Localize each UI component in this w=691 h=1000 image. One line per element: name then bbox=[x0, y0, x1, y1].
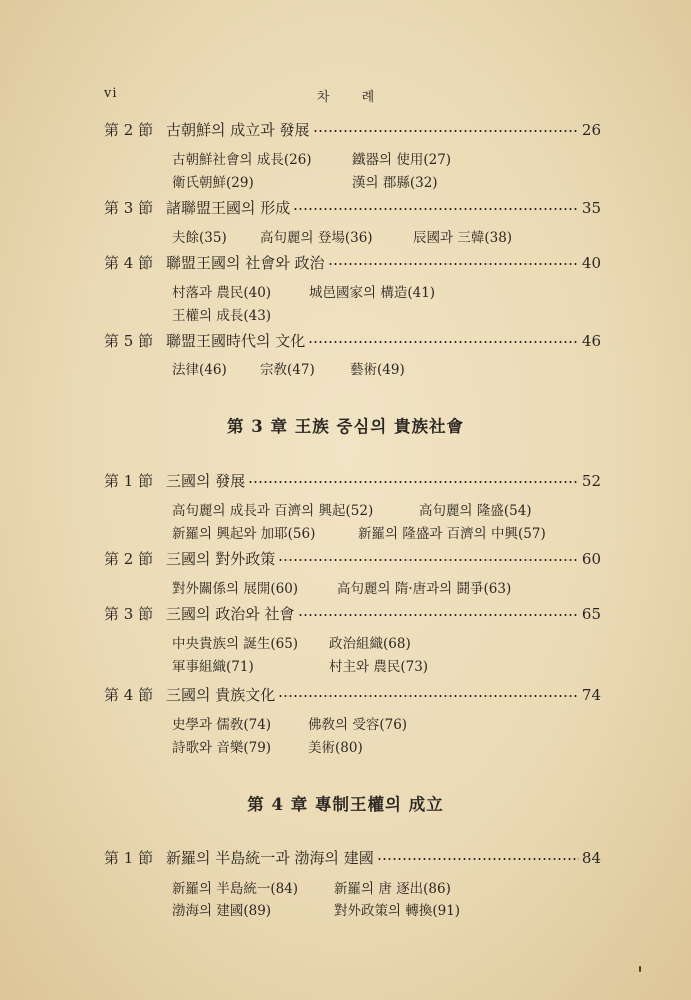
toc-subitem[interactable]: 詩歌와 音樂(79) bbox=[172, 740, 272, 756]
section-title: 諸聯盟王國의 形成 bbox=[166, 199, 291, 217]
toc-subitem[interactable]: 史學과 儒敎(74) bbox=[172, 717, 272, 733]
section-title: 聯盟王國의 社會와 政治 bbox=[166, 254, 325, 272]
toc-section-4[interactable] bbox=[104, 252, 601, 274]
toc-subitem[interactable]: 新羅의 興起와 加耶(56) bbox=[172, 526, 316, 542]
section-number: 第 4 節 bbox=[104, 254, 154, 272]
toc-ch4-section-1[interactable] bbox=[104, 847, 601, 869]
section-number: 第 1 節 bbox=[104, 472, 154, 490]
section-number: 第 5 節 bbox=[104, 332, 154, 350]
toc-section-3[interactable] bbox=[104, 197, 601, 219]
chapter-3-heading[interactable]: 第 3 章 王族 중심의 貴族社會 bbox=[226, 417, 465, 436]
section-title: 三國의 發展 bbox=[166, 472, 246, 490]
section-title: 聯盟王國時代의 文化 bbox=[166, 332, 306, 350]
toc-subitem[interactable]: 王權의 成長(43) bbox=[172, 308, 272, 324]
leader-dots bbox=[298, 613, 579, 617]
toc-subitem[interactable]: 對外政策의 轉換(91) bbox=[334, 903, 461, 919]
toc-subitem[interactable]: 佛敎의 受容(76) bbox=[308, 717, 408, 733]
toc-subitem[interactable]: 高句麗의 登場(36) bbox=[260, 230, 373, 246]
section-page: 65 bbox=[581, 605, 601, 623]
toc-subitem[interactable]: 中央貴族의 誕生(65) bbox=[172, 636, 299, 652]
leader-dots bbox=[328, 262, 579, 266]
leader-dots bbox=[278, 558, 579, 562]
toc-subitem[interactable]: 城邑國家의 構造(41) bbox=[309, 285, 436, 301]
leader-dots bbox=[278, 694, 579, 698]
toc-subitem[interactable]: 軍事組織(71) bbox=[172, 659, 254, 675]
toc-subitem[interactable]: 村落과 農民(40) bbox=[172, 285, 272, 301]
toc-subitem[interactable]: 漢의 郡縣(32) bbox=[352, 175, 438, 191]
leader-dots bbox=[377, 857, 579, 861]
toc-subitem[interactable]: 高句麗의 成長과 百濟의 興起(52) bbox=[172, 503, 374, 519]
running-title: 차 례 bbox=[316, 90, 389, 105]
toc-ch3-section-1[interactable] bbox=[104, 470, 601, 492]
toc-subitem[interactable]: 辰國과 三韓(38) bbox=[413, 230, 513, 246]
toc-subitem[interactable]: 衛氏朝鮮(29) bbox=[172, 175, 254, 191]
toc-ch3-section-4[interactable] bbox=[104, 684, 601, 706]
section-title: 三國의 貴族文化 bbox=[166, 686, 276, 704]
toc-subitem[interactable]: 鐵器의 使用(27) bbox=[352, 152, 452, 168]
leader-dots bbox=[248, 480, 579, 484]
section-number: 第 3 節 bbox=[104, 605, 154, 623]
leader-dots bbox=[308, 340, 579, 344]
section-title: 新羅의 半島統一과 渤海의 建國 bbox=[166, 849, 374, 867]
toc-subitem[interactable]: 新羅의 唐 逐出(86) bbox=[334, 881, 451, 897]
leader-dots bbox=[293, 207, 579, 211]
page-number: vi bbox=[104, 86, 118, 101]
section-page: 35 bbox=[581, 199, 601, 217]
page-header bbox=[104, 86, 601, 106]
toc-subitem[interactable]: 渤海의 建國(89) bbox=[172, 903, 272, 919]
section-title: 三國의 對外政策 bbox=[166, 550, 276, 568]
toc-ch3-section-3[interactable] bbox=[104, 603, 601, 625]
toc-subitem[interactable]: 夫餘(35) bbox=[172, 230, 227, 246]
toc-subitem[interactable]: 藝術(49) bbox=[350, 362, 405, 378]
section-number: 第 2 節 bbox=[104, 550, 154, 568]
section-title: 三國의 政治와 社會 bbox=[166, 605, 295, 623]
section-number: 第 2 節 bbox=[104, 121, 154, 139]
toc-subitem[interactable]: 古朝鮮社會의 成長(26) bbox=[172, 152, 312, 168]
section-page: 84 bbox=[581, 849, 601, 867]
toc-section-2[interactable] bbox=[104, 119, 601, 141]
chapter-4-heading[interactable]: 第 4 章 專制王權의 成立 bbox=[247, 795, 444, 814]
toc-subitem[interactable]: 法律(46) bbox=[172, 362, 227, 378]
toc-subitem[interactable]: 新羅의 隆盛과 百濟의 中興(57) bbox=[358, 526, 546, 542]
toc-subitem[interactable]: 村主와 農民(73) bbox=[329, 659, 429, 675]
section-number: 第 3 節 bbox=[104, 199, 154, 217]
toc-subitem[interactable]: 美術(80) bbox=[308, 740, 363, 756]
section-page: 60 bbox=[581, 550, 601, 568]
toc-section-5[interactable] bbox=[104, 330, 601, 352]
section-title: 古朝鮮의 成立과 發展 bbox=[166, 121, 310, 139]
toc-subitem[interactable]: 高句麗의 隋·唐과의 鬪爭(63) bbox=[337, 581, 512, 597]
section-number: 第 1 節 bbox=[104, 849, 154, 867]
section-page: 52 bbox=[581, 472, 601, 490]
paper-speck bbox=[639, 966, 641, 972]
section-page: 74 bbox=[581, 686, 601, 704]
section-page: 40 bbox=[581, 254, 601, 272]
toc-subitem[interactable]: 對外關係의 展開(60) bbox=[172, 581, 299, 597]
leader-dots bbox=[313, 129, 579, 133]
toc-subitem[interactable]: 宗敎(47) bbox=[260, 362, 315, 378]
section-page: 26 bbox=[581, 121, 601, 139]
toc-subitem[interactable]: 新羅의 半島統一(84) bbox=[172, 881, 299, 897]
toc-subitem[interactable]: 政治組織(68) bbox=[329, 636, 411, 652]
section-page: 46 bbox=[581, 332, 601, 350]
toc-subitem[interactable]: 高句麗의 隆盛(54) bbox=[419, 503, 532, 519]
toc-ch3-section-2[interactable] bbox=[104, 548, 601, 570]
section-number: 第 4 節 bbox=[104, 686, 154, 704]
